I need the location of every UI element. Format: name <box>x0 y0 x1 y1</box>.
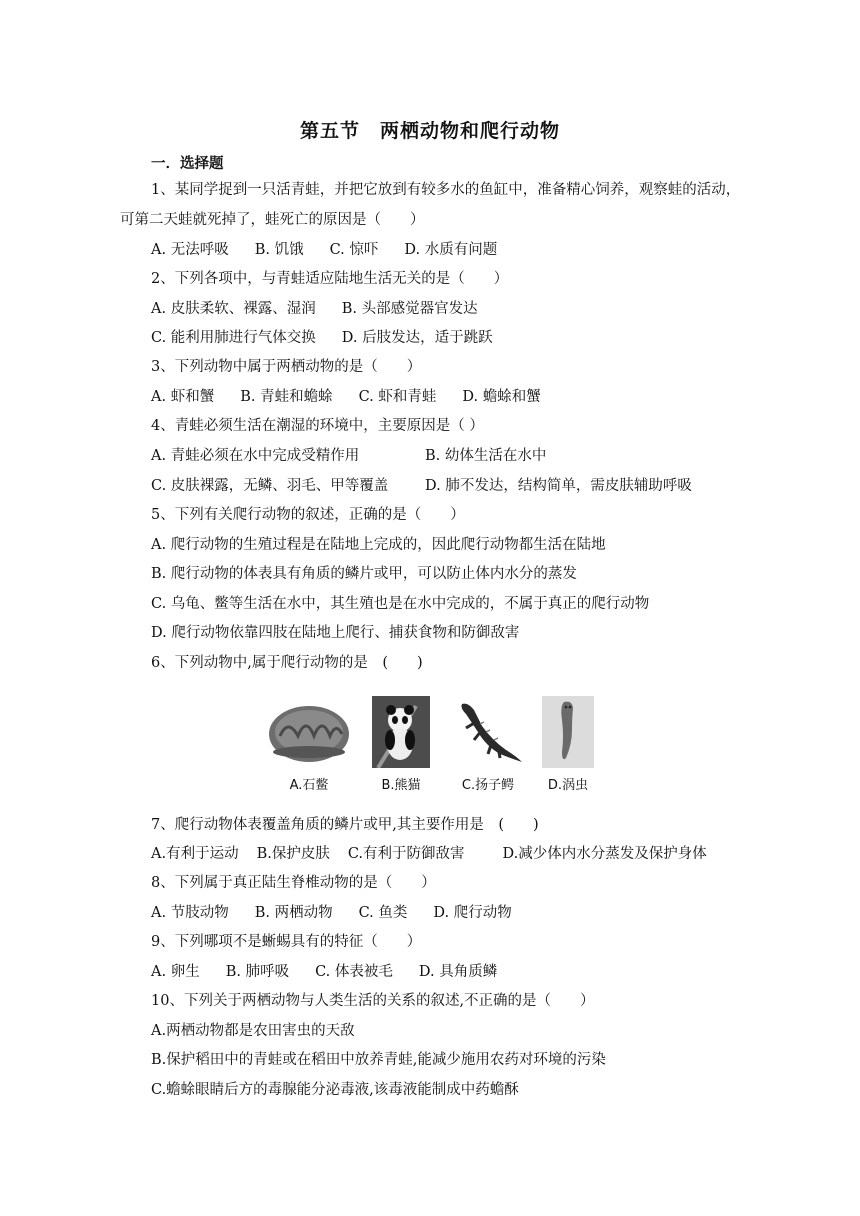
question-5-option-c: C. 乌龟、鳖等生活在水中，其生殖也是在水中完成的，不属于真正的爬行动物 <box>151 596 650 612</box>
question-3-stem: 3、下列动物中属于两栖动物的是（ ） <box>151 359 422 375</box>
question-2-options-row2 <box>151 328 519 348</box>
option: A. 无法呼吸 <box>151 242 229 258</box>
question-7-stem: 7、爬行动物体表覆盖角质的鳞片或甲,其主要作用是 ( ) <box>151 817 539 833</box>
option: D.减少体内水分蒸发及保护身体 <box>502 846 707 862</box>
section-heading: 一．选择题 <box>151 156 224 172</box>
option: B. 饥饿 <box>254 242 304 258</box>
figure-caption: A.石鳖 <box>289 778 329 793</box>
question-2-options-row1 <box>151 299 504 319</box>
chiton-image-icon <box>268 696 350 766</box>
question-8-stem: 8、下列属于真正陆生脊椎动物的是（ ） <box>151 875 436 891</box>
option: A. 皮肤柔软、裸露、湿润 <box>151 301 316 317</box>
question-4-option-b: B. 幼体生活在水中 <box>425 448 547 464</box>
question-9-stem: 9、下列哪项不是蜥蜴具有的特征（ ） <box>151 934 422 950</box>
option: A. 节肢动物 <box>151 905 229 921</box>
option: D. 后肢发达，适于跳跃 <box>341 330 493 346</box>
planarian-image-icon <box>542 696 594 768</box>
option: B. 两栖动物 <box>254 905 333 921</box>
question-5-stem: 5、下列有关爬行动物的叙述，正确的是（ ） <box>151 507 465 523</box>
question-5-option-a: A. 爬行动物的生殖过程是在陆地上完成的，因此爬行动物都生活在陆地 <box>151 537 606 553</box>
question-9-options <box>151 962 523 982</box>
option: C. 虾和青蛙 <box>358 389 437 405</box>
option: A. 虾和蟹 <box>151 389 215 405</box>
figure-alligator <box>452 696 524 793</box>
option: C. 能利用肺进行气体交换 <box>151 330 316 346</box>
question-5-option-b: B. 爬行动物的体表具有角质的鳞片或甲，可以防止体内水分的蒸发 <box>151 566 577 582</box>
option: D. 蟾蜍和蟹 <box>462 389 541 405</box>
question-4-stem: 4、青蛙必须生活在潮湿的环境中，主要原因是（ ） <box>151 418 484 434</box>
question-8-options <box>151 903 538 923</box>
question-10-option-c: C.蟾蜍眼睛后方的毒腺能分泌毒液,该毒液能制成中药蟾酥 <box>151 1082 519 1098</box>
figure-caption: B.熊猫 <box>381 778 421 793</box>
option: D. 水质有问题 <box>404 242 498 258</box>
question-4-option-a: A. 青蛙必须在水中完成受精作用 <box>151 448 360 464</box>
question-3-options <box>151 387 567 407</box>
question-1-options <box>151 240 523 260</box>
question-6-stem: 6、下列动物中,属于爬行动物的是 ( ) <box>151 655 423 671</box>
option: C. 体表被毛 <box>315 964 393 980</box>
question-2-stem: 2、下列各项中，与青蛙适应陆地生活无关的是（ ） <box>151 271 509 287</box>
page-title: 第五节 两栖动物和爬行动物 <box>299 120 560 142</box>
figure-caption: C.扬子鳄 <box>461 778 515 793</box>
option: C. 惊吓 <box>329 242 379 258</box>
option: B. 青蛙和蟾蜍 <box>240 389 333 405</box>
question-4-option-c: C. 皮肤裸露，无鳞、羽毛、甲等覆盖 <box>151 478 389 494</box>
question-10-option-a: A.两栖动物都是农田害虫的天敌 <box>151 1023 355 1039</box>
question-6-figures <box>268 696 598 796</box>
option: C. 鱼类 <box>358 905 408 921</box>
panda-image-icon <box>372 696 430 768</box>
option: D. 爬行动物 <box>433 905 512 921</box>
question-4-option-d: D. 肺不发达，结构简单，需皮肤辅助呼吸 <box>425 478 692 494</box>
option: B. 头部感觉器官发达 <box>341 301 478 317</box>
question-1-stem-cont: 可第二天蛙就死掉了，蛙死亡的原因是（ ） <box>120 212 425 228</box>
figure-chiton <box>268 696 350 793</box>
figure-planarian <box>542 696 594 793</box>
question-10-option-b: B.保护稻田中的青蛙或在稻田中放养青蛙,能减少施用农药对环境的污染 <box>151 1052 606 1068</box>
option: D. 具角质鳞 <box>418 964 498 980</box>
alligator-image-icon <box>452 696 524 768</box>
question-10-stem: 10、下列关于两栖动物与人类生活的关系的叙述,不正确的是（ ） <box>151 993 595 1009</box>
figure-caption: D.涡虫 <box>547 778 589 793</box>
option: B.保护皮肤 <box>256 846 330 862</box>
question-7-options <box>151 844 733 864</box>
question-5-option-d: D. 爬行动物依靠四肢在陆地上爬行、捕获食物和防御敌害 <box>151 625 520 641</box>
option: C.有利于防御敌害 <box>347 846 465 862</box>
option: A.有利于运动 <box>151 846 239 862</box>
option: A. 卵生 <box>151 964 200 980</box>
question-1-stem: 1、某同学捉到一只活青蛙，并把它放到有较多水的鱼缸中，准备精心饲养，观察蛙的活动， <box>151 182 741 198</box>
option: B. 肺呼吸 <box>225 964 290 980</box>
figure-panda <box>372 696 430 793</box>
